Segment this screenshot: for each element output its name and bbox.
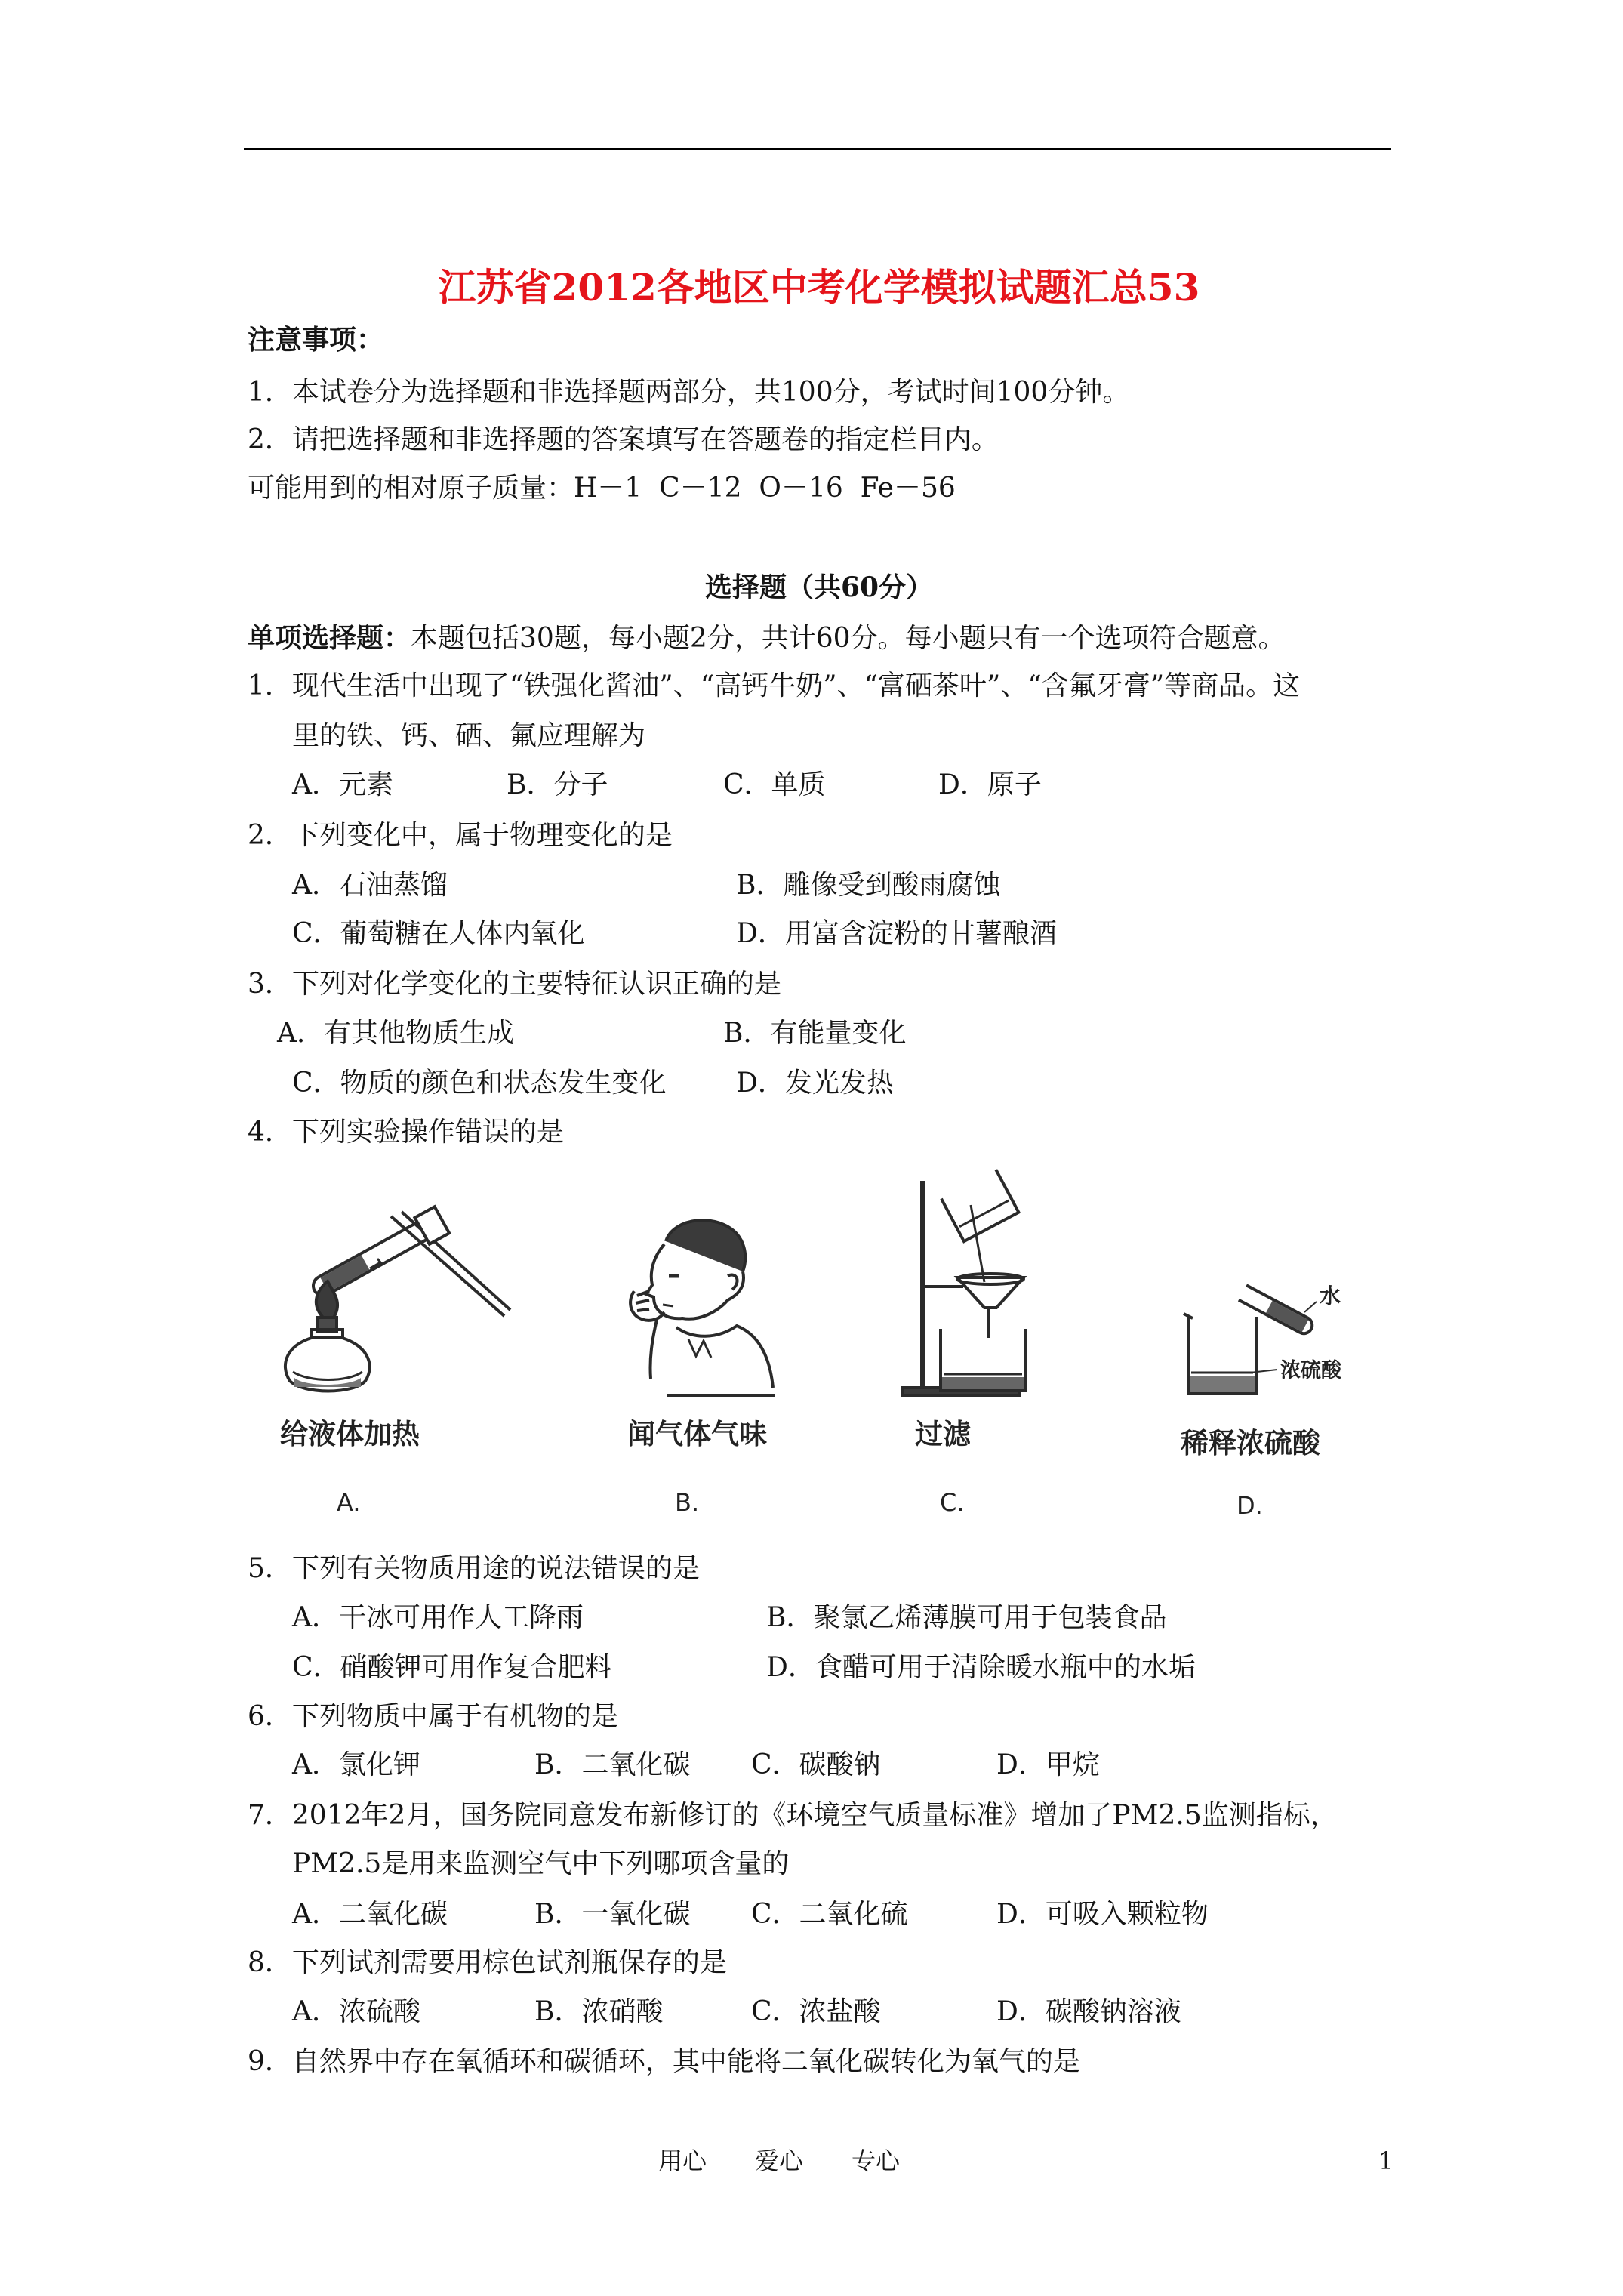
question-stem: 3．下列对化学变化的主要特征认识正确的是	[248, 969, 781, 1000]
question-stem: 8．下列试剂需要用棕色试剂瓶保存的是	[248, 1947, 727, 1978]
question-stem: 里的铁、钙、硒、氟应理解为	[292, 720, 646, 751]
option-a: A．氯化钾	[292, 1749, 420, 1780]
option-c: C．硝酸钾可用作复合肥料	[292, 1652, 612, 1683]
option-d: D．用富含淀粉的甘薯酿酒	[736, 918, 1057, 949]
section-instruction	[248, 624, 1286, 652]
option-d: D．甲烷	[996, 1749, 1100, 1780]
smelling-gas-illustration	[604, 1207, 785, 1407]
figure-label-d: 稀释浓硫酸	[1181, 1426, 1320, 1459]
option-d: D．可吸入颗粒物	[996, 1899, 1209, 1930]
question-stem: 5．下列有关物质用途的说法错误的是	[248, 1553, 700, 1584]
question-stem: 1．现代生活中出现了“铁强化酱油”、“高钙牛奶”、“富硒茶叶”、“含氟牙膏”等商品。这	[248, 670, 1301, 701]
question-stem: 7．2012年2月，国务院同意发布新修订的《环境空气质量标准》增加了PM2.5监测指标，	[248, 1800, 1338, 1831]
figure-letter-b: B.	[675, 1488, 700, 1517]
option-d: D．发光发热	[736, 1068, 894, 1099]
option-a: A．干冰可用作人工降雨	[292, 1602, 584, 1633]
header-rule	[244, 148, 1391, 150]
option-a: A．二氧化碳	[292, 1899, 448, 1930]
figure-label-b: 闻气体气味	[627, 1417, 767, 1450]
water-annotation: 水	[1320, 1284, 1341, 1308]
question-stem: 2．下列变化中，属于物理变化的是	[248, 820, 673, 851]
option-d: D．原子	[938, 769, 1042, 800]
diluting-acid-illustration	[1178, 1259, 1404, 1407]
option-b: B．一氧化碳	[534, 1899, 691, 1930]
option-b: B．有能量变化	[723, 1018, 907, 1049]
notice-item: 1．本试卷分为选择题和非选择题两部分，共100分，考试时间100分钟。	[248, 377, 1130, 408]
question-stem: 4．下列实验操作错误的是	[248, 1117, 564, 1148]
option-b: B．浓硝酸	[534, 1996, 664, 2027]
notice-heading: 注意事项：	[248, 324, 384, 356]
option-d: D．食醋可用于清除暖水瓶中的水垢	[766, 1652, 1196, 1683]
figure-label-a: 给液体加热	[280, 1417, 420, 1450]
option-c: C．碳酸钠	[751, 1749, 881, 1780]
question-stem: 6．下列物质中属于有机物的是	[248, 1701, 618, 1732]
figure-letter-a: A.	[337, 1488, 361, 1517]
option-c: C．单质	[723, 769, 826, 800]
acid-annotation: 浓硫酸	[1280, 1359, 1341, 1382]
figure-letter-c: C.	[940, 1488, 965, 1517]
notice-item: 2．请把选择题和非选择题的答案填写在答题卷的指定栏目内。	[248, 424, 999, 455]
heating-liquid-illustration	[264, 1197, 525, 1408]
question-stem: 9．自然界中存在氧循环和碳循环，其中能将二氧化碳转化为氧气的是	[248, 2046, 1080, 2077]
figure-letter-d: D.	[1236, 1491, 1263, 1520]
footer-motto: 用心 爱心 专心	[658, 2147, 901, 2175]
option-a: A．元素	[292, 769, 393, 800]
option-a: A．有其他物质生成	[277, 1018, 514, 1049]
page-number: 1	[1378, 2147, 1394, 2175]
option-d: D．碳酸钠溶液	[996, 1996, 1181, 2027]
option-c: C．二氧化硫	[751, 1899, 908, 1930]
option-b: B．聚氯乙烯薄膜可用于包装食品	[766, 1602, 1167, 1633]
option-a: A．浓硫酸	[292, 1996, 420, 2027]
section-title: 选择题（共60分）	[704, 572, 934, 603]
option-a: A．石油蒸馏	[292, 870, 448, 901]
question-stem: PM2.5是用来监测空气中下列哪项含量的	[292, 1848, 790, 1879]
atomic-masses: 可能用到的相对原子质量：H－1 C－12 O－16 Fe－56	[248, 473, 956, 504]
option-c: C．葡萄糖在人体内氧化	[292, 918, 585, 949]
figure-label-c: 过滤	[915, 1417, 971, 1450]
filtration-illustration	[891, 1164, 1038, 1406]
option-b: B．雕像受到酸雨腐蚀	[736, 870, 1001, 901]
instruction-label: 单项选择题：	[248, 622, 411, 654]
page-title: 江苏省2012各地区中考化学模拟试题汇总53	[438, 265, 1200, 310]
option-b: B．二氧化碳	[534, 1749, 691, 1780]
option-c: C．物质的颜色和状态发生变化	[292, 1068, 667, 1099]
option-c: C．浓盐酸	[751, 1996, 881, 2027]
instruction-text: 本题包括30题，每小题2分，共计60分。每小题只有一个选项符合题意。	[411, 623, 1286, 654]
option-b: B．分子	[507, 769, 608, 800]
